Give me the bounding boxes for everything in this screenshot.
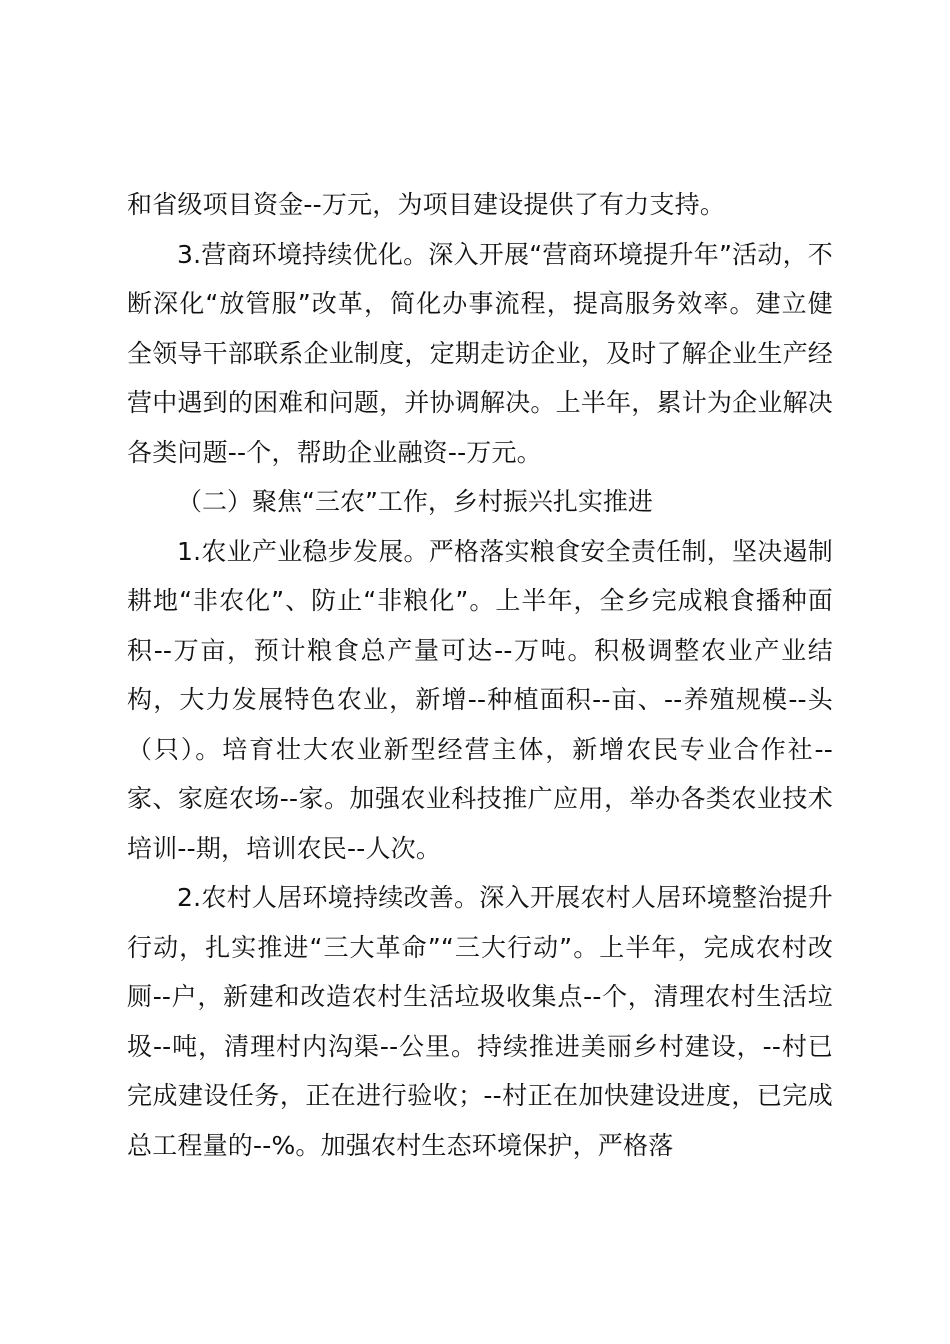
paragraph-continuation: 和省级项目资金--万元，为项目建设提供了有力支持。 xyxy=(127,190,726,219)
paragraph-business-environment: 3.营商环境持续优化。深入开展“营商环境提升年”活动，不断深化“放管服”改革，简化办事流程，提高服务效率。建立健全领导干部联系企业制度，定期走访企业，及时了解企业生产经营中遇到的困难和问题，并协调解决。上半年，累计为企业解决各类问题--个，帮助企业融资--万元。 xyxy=(127,239,833,467)
paragraph-agriculture: 1.农业产业稳步发展。严格落实粮食安全责任制，坚决遏制耕地“非农化”、防止“非粮化”。上半年，全乡完成粮食播种面积--万亩，预计粮食总产量可达--万吨。积极调整农业产业结构，大力发展特色农业，新增--种植面积--亩、--养殖规模--头（只）。培育壮大农业新型经营主体，新增农民专业合作社--家、家庭农场--家。加强农业科技推广应用，举办各类农业技术培训--期，培训农民--人次。 xyxy=(127,536,833,863)
section-heading-two: （二）聚焦“三农”工作，乡村振兴扎实推进 xyxy=(177,487,653,516)
document-body xyxy=(127,180,833,1170)
paragraph-rural-environment: 2.农村人居环境持续改善。深入开展农村人居环境整治提升行动，扎实推进“三大革命”“三大行动”。上半年，完成农村改厕--户，新建和改造农村生活垃圾收集点--个，清理农村生活垃圾--吨，清理村内沟渠--公里。持续推进美丽乡村建设，--村已完成建设任务，正在进行验收；--村正在加快建设进度，已完成总工程量的--%。加强农村生态环境保护，严格落 xyxy=(127,883,833,1160)
